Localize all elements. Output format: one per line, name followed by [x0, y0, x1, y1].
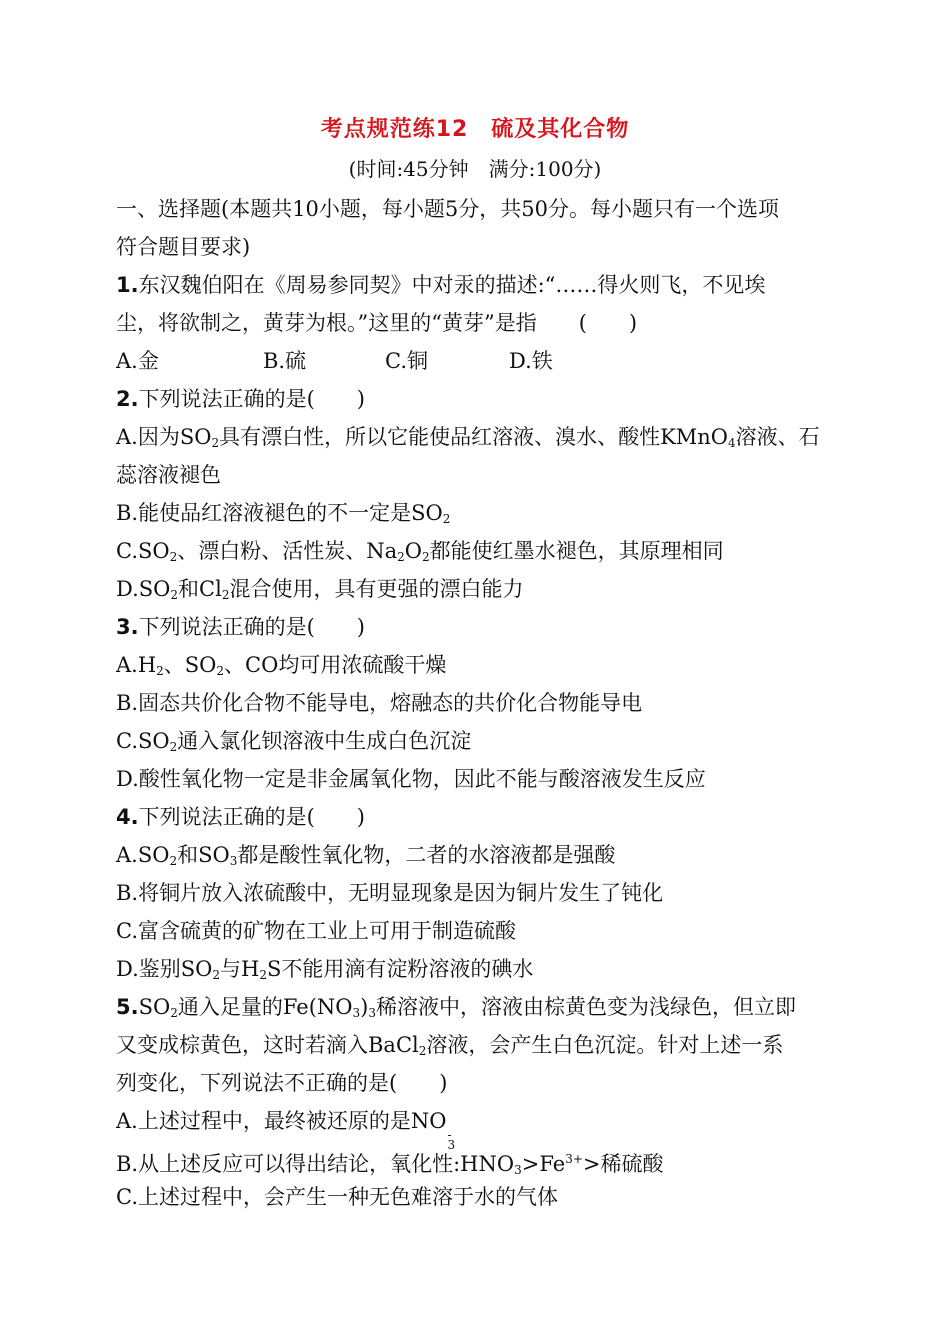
question-2-text: 下列说法正确的是( ): [138, 387, 365, 411]
page-subtitle: (时间:45分钟 满分:100分): [348, 157, 602, 181]
question-5-line3: 列变化，下列说法不正确的是( ): [116, 1071, 448, 1095]
question-4-stem: [116, 798, 846, 836]
q3-option-c: $C.SO_2$通入氯化钡溶液中生成白色沉淀: [116, 729, 472, 754]
q4-option-c: C.富含硫黄的矿物在工业上可用于制造硫酸: [116, 919, 516, 943]
q1-option-a: A.金: [116, 349, 159, 373]
section-heading-line1: 一、选择题(本题共10小题，每小题5分，共50分。每小题只有一个选项: [116, 197, 779, 221]
q3-option-a: $A.H_2$、$SO_2$、CO均可用浓硫酸干燥: [116, 653, 447, 678]
question-2-number: 2.: [116, 387, 139, 411]
question-1-line1: [116, 266, 846, 304]
q5-option-c: C.上述过程中，会产生一种无色难溶于水的气体: [116, 1185, 558, 1209]
question-5-number: 5.: [116, 995, 139, 1019]
q3-option-b: B.固态共价化合物不能导电，熔融态的共价化合物能导电: [116, 691, 643, 715]
question-3-stem: [116, 608, 846, 646]
question-2-stem: [116, 380, 846, 418]
q5-option-a: A.上述过程中，最终被还原的是NO - 3: [116, 1109, 456, 1152]
q2-option-a-line2: 蕊溶液褪色: [116, 463, 221, 487]
q1-option-b: B.硫: [263, 349, 307, 373]
question-4-number: 4.: [116, 805, 139, 829]
question-1-line2: 尘，将欲制之，黄芽为根。”这里的“黄芽”是指 ( ): [116, 311, 638, 335]
question-1-number: 1.: [116, 273, 139, 297]
q1-option-d: D.铁: [509, 349, 553, 373]
question-1-text: 东汉魏伯阳在《周易参同契》中对汞的描述:“……得火则飞，不见埃: [138, 273, 766, 297]
question-3-text: 下列说法正确的是( ): [138, 615, 365, 639]
q3-option-d: D.酸性氧化物一定是非金属氧化物，因此不能与酸溶液发生反应: [116, 767, 706, 791]
q4-option-d: D.鉴别$SO_2$与$H_2S$不能用滴有淀粉溶液的碘水: [116, 957, 534, 982]
q2-option-d: $D.SO_2$和$Cl_2$混合使用，具有更强的漂白能力: [116, 577, 524, 602]
question-3-number: 3.: [116, 615, 139, 639]
q5-option-b: B.从上述反应可以得出结论，氧化性$:HNO_3>Fe^{3+}>$稀硫酸: [116, 1152, 664, 1177]
question-1-options: [116, 342, 846, 380]
section-heading-line2: 符合题目要求): [116, 235, 251, 259]
question-4-text: 下列说法正确的是( ): [138, 805, 365, 829]
q2-option-b: B.能使品红溶液褪色的不一定是$SO_2$: [116, 501, 451, 526]
question-5-line1: $5.SO_2$通入足量的$Fe(NO_3)_3$稀溶液中，溶液由棕黄色变为浅绿色，但立即: [116, 995, 796, 1020]
question-5-line2: 又变成棕黄色，这时若滴入BaCl$_2$溶液，会产生白色沉淀。针对上述一系: [116, 1033, 784, 1058]
document-body: [116, 190, 846, 1216]
q2-option-a-line1: A.因为$SO_2$具有漂白性，所以它能使品红溶液、溴水、酸性KMnO$_4$溶液、石: [116, 425, 820, 450]
q1-option-c: C.铜: [385, 349, 428, 373]
q4-option-a: $A.SO_2$和$SO_3$都是酸性氧化物，二者的水溶液都是强酸: [116, 843, 616, 868]
q2-option-c: $C.SO_2$、漂白粉、活性炭、$Na_2O_2$都能使红墨水褪色，其原理相同: [116, 539, 724, 564]
page-title: 考点规范练12 硫及其化合物: [320, 117, 630, 142]
q4-option-b: B.将铜片放入浓硫酸中，无明显现象是因为铜片发生了钝化: [116, 881, 664, 905]
